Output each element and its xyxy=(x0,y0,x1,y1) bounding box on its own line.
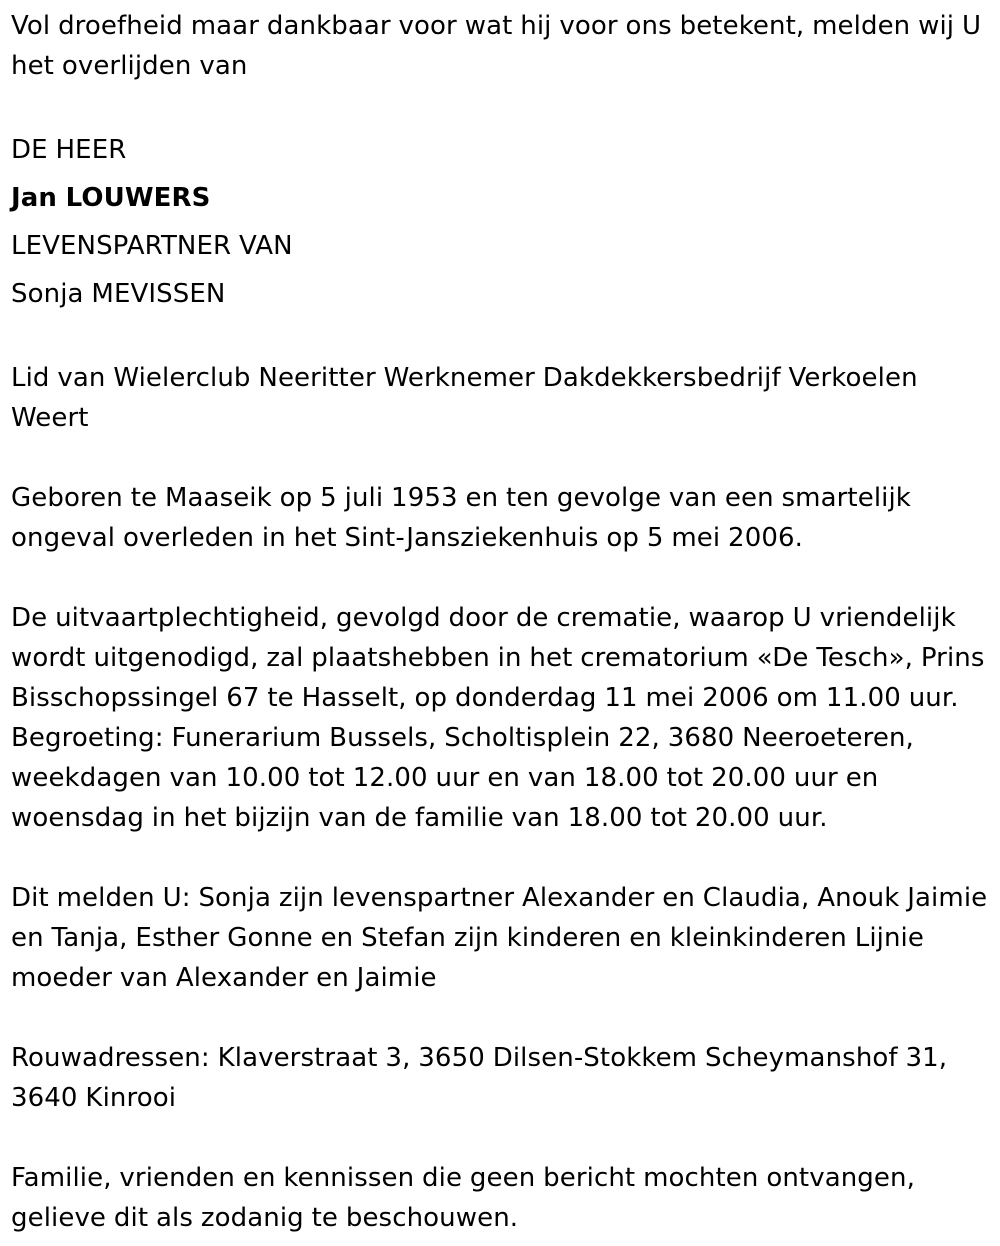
spacer xyxy=(11,438,991,478)
spacer xyxy=(11,998,991,1038)
addresses-text: Rouwadressen: Klaverstraat 3, 3650 Dilsen-Stokkem Scheymanshof 31, 3640 Kinrooi xyxy=(11,1043,948,1113)
spacer xyxy=(11,86,991,126)
deceased-block xyxy=(11,126,991,318)
spacer xyxy=(11,318,991,358)
deceased-title: DE HEER xyxy=(11,135,127,165)
birth-death-text: Geboren te Maaseik op 5 juli 1953 en ten gevolge van een smartelijk ongeval overleden in het Sint-Jansziekenhuis op 5 mei 2006. xyxy=(11,483,911,553)
deceased-name: Jan LOUWERS xyxy=(11,183,211,213)
ceremony-text: De uitvaartplechtigheid, gevolgd door de crematie, waarop U vriendelijk wordt uitgenodigd, zal plaatshebben in het crematorium «De Tesch», Prins Bisschopssingel 67 te Hasselt, op donderdag 11 mei 2006 om 11.00 uur. Begroeting: Funerarium Bussels, Scholtisplein 22, 3680 Neeroeteren, weekdagen van 10.00 tot 12.00 uur en van 18.00 tot 20.00 uur en woensdag in het bijzijn van de familie van 18.00 tot 20.00 uur. xyxy=(11,603,985,833)
spacer xyxy=(11,838,991,878)
intro-text: Vol droefheid maar dankbaar voor wat hij voor ons betekent, melden wij U het overlijden van xyxy=(11,11,982,81)
spacer xyxy=(11,558,991,598)
obituary-notice xyxy=(11,6,991,1238)
spacer xyxy=(11,1118,991,1158)
closing-text: Familie, vrienden en kennissen die geen bericht mochten ontvangen, gelieve dit als zodanig te beschouwen. xyxy=(11,1163,915,1233)
partner-name: Sonja MEVISSEN xyxy=(11,279,226,309)
membership-text: Lid van Wielerclub Neeritter Werknemer Dakdekkersbedrijf Verkoelen Weert xyxy=(11,363,918,433)
family-text: Dit melden U: Sonja zijn levenspartner Alexander en Claudia, Anouk Jaimie en Tanja, Esther Gonne en Stefan zijn kinderen en kleinkinderen Lijnie moeder van Alexander en Jaimie xyxy=(11,883,988,993)
relation-label: LEVENSPARTNER VAN xyxy=(11,231,293,261)
